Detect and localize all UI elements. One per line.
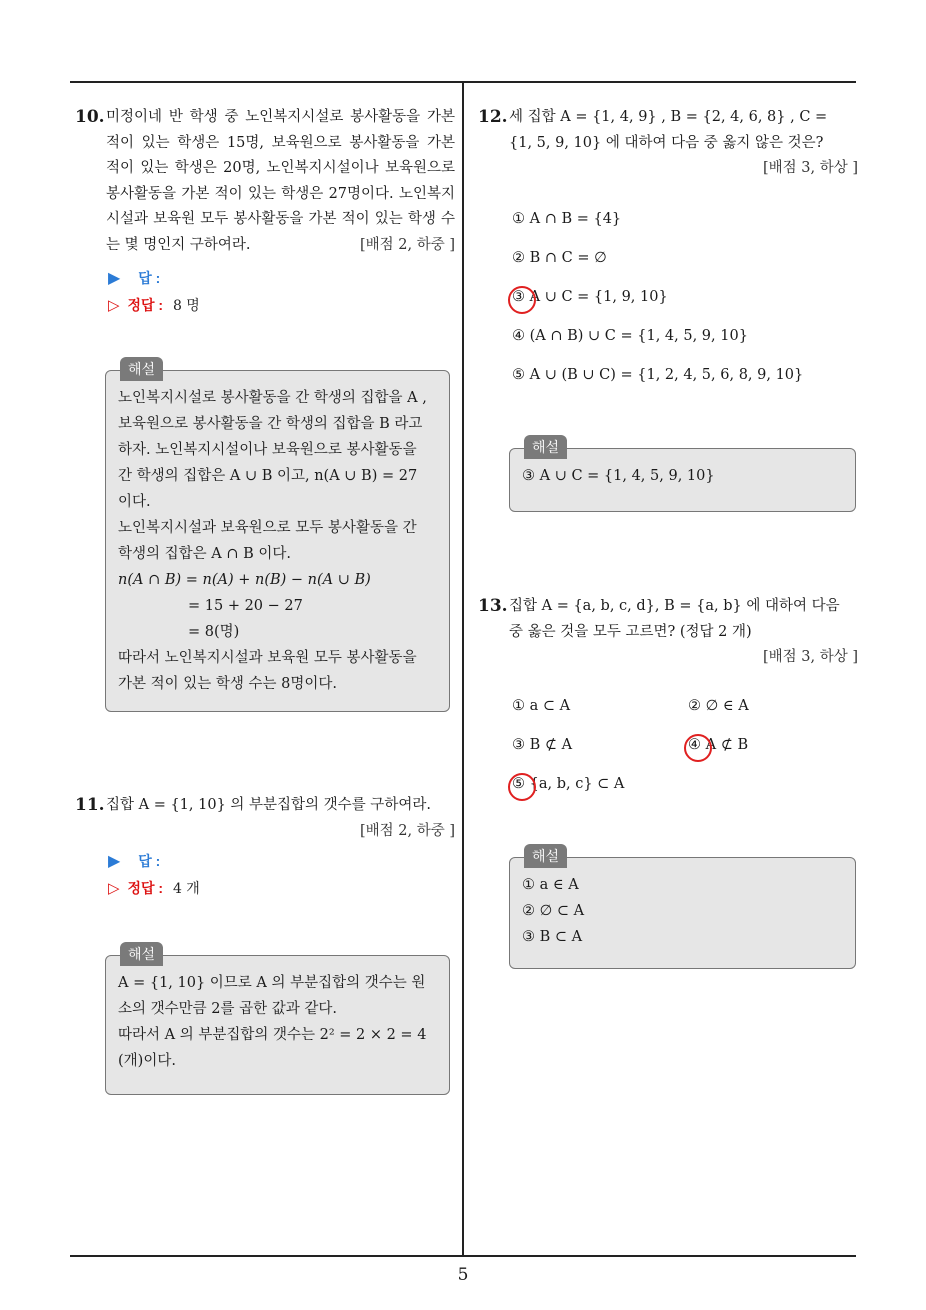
question-text-line: 집합 A = {a, b, c, d}, B = {a, b} 에 대하여 다음 [509,598,840,614]
question-11 [75,793,455,844]
correct-answer-row [108,295,200,315]
footer-rule [70,1255,856,1257]
red-circle-mark [508,286,536,314]
question-text-line: 세 집합 A = {1, 4, 9} , B = {2, 4, 6, 8} , C = [509,109,828,125]
page-number: 5 [457,1265,469,1285]
choice-4[interactable]: ④ A ⊄ B [688,737,749,753]
question-text-line: 중 옳은 것을 모두 고르면? (정답 2 개) [509,623,752,640]
solution-tag: 해설 [120,942,163,966]
question-text: 집합 A = {1, 10} 의 부분집합의 갯수를 구하여라. [106,797,431,813]
solution-line: 가본 적이 있는 학생 수는 8명이다. [118,676,337,692]
question-13 [478,594,858,671]
answer-row [108,268,160,288]
choice-4[interactable]: ④ (A ∩ B) ∪ C = {1, 4, 5, 9, 10} [512,328,748,344]
solution-line: 따라서 A 의 부분집합의 갯수는 2² = 2 × 2 = 4 [118,1027,427,1043]
solution-tag: 해설 [120,357,163,381]
solution-line: 노인복지시설과 보육원으로 모두 봉사활동을 간 [118,520,417,536]
choice-1[interactable]: ① A ∩ B = {4} [512,211,622,227]
correct-value: 4 개 [172,881,200,897]
choice-2[interactable]: ② ∅ ∈ A [688,698,749,714]
choice-5[interactable]: ⑤ A ∪ (B ∪ C) = {1, 2, 4, 5, 6, 8, 9, 10} [512,367,804,383]
triangle-outline-icon: ▷ [108,880,120,897]
correct-label: 정답 : [127,880,164,896]
solution-line: 소의 갯수만큼 2를 곱한 값과 같다. [118,1001,337,1017]
answer-label: 답 : [138,853,161,869]
solution-line: ① a ∈ A [522,877,579,893]
triangle-outline-icon: ▷ [108,297,120,314]
question-12 [478,105,858,182]
choice-1[interactable]: ① a ⊂ A [512,698,571,714]
solution-line: A = {1, 10} 이므로 A 의 부분집합의 갯수는 원 [118,975,426,991]
question-number: 13. [478,596,508,616]
choice-5[interactable]: ⑤ {a, b, c} ⊂ A [512,776,625,792]
solution-line: ③ A ∪ C = {1, 4, 5, 9, 10} [522,468,715,484]
solution-line: 간 학생의 집합은 A ∪ B 이고, n(A ∪ B) = 27 [118,468,418,484]
red-circle-mark [684,734,712,762]
points-label: [배점 2, 하중 ] [359,236,455,253]
choice-3[interactable]: ③ A ∪ C = {1, 9, 10} [512,289,668,305]
solution-line: 보육원으로 봉사활동을 간 학생의 집합을 B 라고 [118,416,423,432]
solution-equation: = 8(명) [188,624,240,640]
column-divider [462,81,464,1256]
solution-line: 하자. 노인복지시설이나 보육원으로 봉사활동을 [118,442,417,458]
solution-box [509,848,856,969]
solution-box [105,946,450,1095]
solution-tag: 해설 [524,844,567,868]
solution-box [105,361,450,712]
solution-equation: n(A ∩ B) = n(A) + n(B) − n(A ∪ B) [118,572,371,588]
question-10 [75,105,455,258]
question-number: 12. [478,107,508,127]
question-number: 11. [75,795,105,815]
solution-tag: 해설 [524,435,567,459]
solution-line: ② ∅ ⊂ A [522,903,585,919]
solution-line: 이다. [118,494,151,510]
question-text: 미정이네 반 학생 중 노인복지시설로 봉사활동을 가본 적이 있는 학생은 15명, 보육원으로 봉사활동을 가본 적이 있는 학생은 20명, 노인복지시설이나 보육원으로 봉사활동을 가본 적이 있는 학생은 27명이다. 노인복지시설과 보육원 모두 봉사활동을 가본 적이 있는 학생 수는 몇 명인지 구하여라. [106,109,455,253]
solution-line: ③ B ⊂ A [522,929,583,945]
answer-row [108,851,160,871]
answer-label: 답 : [138,270,161,286]
correct-value: 8 명 [172,298,200,314]
play-arrow-icon: ▶ [108,853,121,870]
question-number: 10. [75,107,105,127]
correct-label: 정답 : [127,297,164,313]
question-text-line: {1, 5, 9, 10} 에 대하여 다음 중 옳지 않은 것은? [509,134,824,151]
solution-line: 따라서 노인복지시설과 보육원 모두 봉사활동을 [118,650,417,666]
correct-answer-row [108,878,200,898]
solution-equation: = 15 + 20 − 27 [188,598,303,614]
play-arrow-icon: ▶ [108,270,121,287]
solution-line: 학생의 집합은 A ∩ B 이다. [118,546,291,562]
points-label: [배점 3, 하상 ] [762,649,858,665]
points-label: [배점 2, 하중 ] [359,822,455,839]
red-circle-mark [508,773,536,801]
choice-2[interactable]: ② B ∩ C = ∅ [512,250,607,266]
points-label: [배점 3, 하상 ] [762,160,858,176]
solution-line: 노인복지시설로 봉사활동을 간 학생의 집합을 A , [118,390,427,406]
solution-box [509,439,856,512]
solution-line: (개)이다. [118,1053,176,1069]
choice-3[interactable]: ③ B ⊄ A [512,737,573,753]
